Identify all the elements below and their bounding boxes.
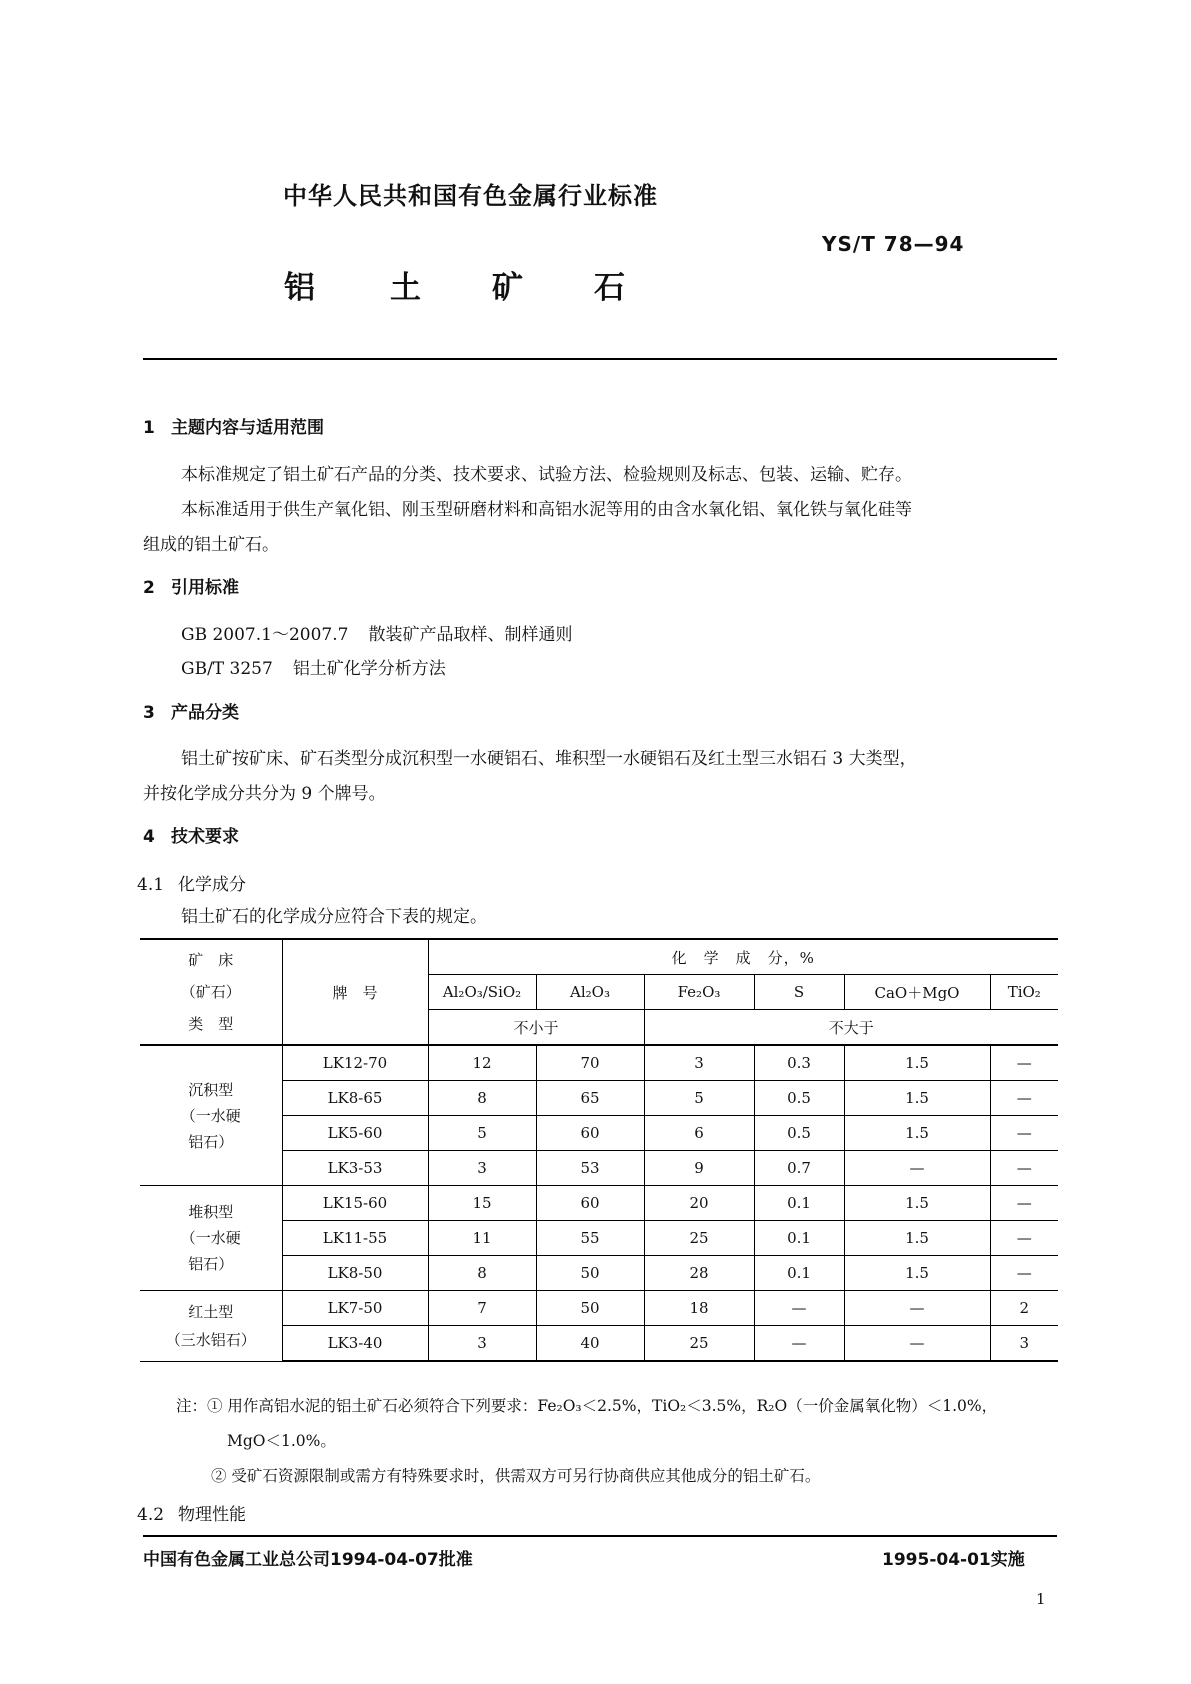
deposit-type-line: 沉积型: [188, 1080, 234, 1099]
value-cell: 0.1: [754, 1186, 844, 1221]
section-number: 1: [143, 418, 155, 438]
document-title-char: 矿: [492, 270, 523, 306]
value-cell: 55: [536, 1221, 644, 1256]
grade-cell: LK7-50: [282, 1291, 428, 1326]
section-3-paragraph: 铝土矿按矿床、矿石类型分成沉积型一水硬铝石、堆积型一水硬铝石及红土型三水铝石 3 大类型，: [181, 749, 917, 769]
value-cell: 40: [536, 1326, 644, 1362]
issuing-organization: 中华人民共和国有色金属行业标准: [283, 182, 658, 210]
table-row: [140, 1291, 1058, 1326]
value-cell: 1.5: [844, 1081, 990, 1116]
header-deposit-type: [140, 939, 282, 1045]
value-cell: —: [844, 1326, 990, 1362]
value-cell: —: [990, 1045, 1058, 1081]
value-cell: 53: [536, 1151, 644, 1186]
deposit-type-line: （一水硬: [180, 1106, 241, 1125]
table-note-1-continued: MgO＜1.0%。: [227, 1432, 336, 1450]
section-title: 产品分类: [171, 703, 239, 723]
effective-date: 1995-04-01实施: [882, 1550, 1025, 1570]
footer-rule: [143, 1535, 1057, 1537]
table-note-2: ② 受矿石资源限制或需方有特殊要求时，供需双方可另行协商供应其他成分的铝土矿石。: [211, 1467, 821, 1485]
approval-statement: 中国有色金属工业总公司1994-04-07批准: [143, 1550, 473, 1570]
document-title-char: 土: [390, 270, 421, 306]
deposit-type-line: 铝石）: [188, 1255, 234, 1273]
page-number: 1: [1036, 1590, 1046, 1608]
value-cell: —: [990, 1256, 1058, 1291]
column-header: Al₂O₃: [536, 975, 644, 1010]
section-1-paragraph: 本标准规定了铝土矿石产品的分类、技术要求、试验方法、检验规则及标志、包装、运输、贮存。: [181, 465, 912, 485]
section-3-heading: [143, 698, 239, 723]
value-cell: 1.5: [844, 1045, 990, 1081]
value-cell: 20: [644, 1186, 754, 1221]
value-cell: 0.1: [754, 1221, 844, 1256]
grade-cell: LK5-60: [282, 1116, 428, 1151]
section-3-paragraph: 并按化学成分共分为 9 个牌号。: [143, 784, 386, 804]
standard-code: YS/T 78—94: [822, 232, 965, 256]
section-title: 主题内容与适用范围: [171, 418, 324, 438]
deposit-type-cell: [140, 1045, 282, 1186]
header-min-label: 不小于: [428, 1010, 644, 1046]
value-cell: 2: [990, 1291, 1058, 1326]
value-cell: 9: [644, 1151, 754, 1186]
grade-cell: LK15-60: [282, 1186, 428, 1221]
section-title: 技术要求: [171, 827, 239, 847]
header-max-label: 不大于: [644, 1010, 1058, 1046]
value-cell: —: [990, 1151, 1058, 1186]
value-cell: 25: [644, 1326, 754, 1362]
column-header: TiO₂: [990, 975, 1058, 1010]
value-cell: 1.5: [844, 1116, 990, 1151]
value-cell: 3: [428, 1326, 536, 1362]
table-row: [140, 1045, 1058, 1081]
grade-cell: LK12-70: [282, 1045, 428, 1081]
header-deposit-line: 类 型: [188, 1015, 234, 1033]
value-cell: 3: [644, 1045, 754, 1081]
value-cell: 70: [536, 1045, 644, 1081]
reference-title: 散装矿产品取样、制样通则: [368, 625, 573, 645]
value-cell: 1.5: [844, 1221, 990, 1256]
value-cell: —: [990, 1116, 1058, 1151]
grade-cell: LK3-53: [282, 1151, 428, 1186]
deposit-type-line: （一水硬: [180, 1229, 241, 1247]
value-cell: —: [990, 1186, 1058, 1221]
section-number: 4: [143, 827, 155, 847]
deposit-type-line: （三水铝石）: [165, 1330, 256, 1349]
value-cell: 50: [536, 1256, 644, 1291]
value-cell: 5: [644, 1081, 754, 1116]
header-chemical-composition: 化 学 成 分，%: [428, 939, 1058, 975]
document-title-char: 铝: [284, 270, 315, 306]
value-cell: 25: [644, 1221, 754, 1256]
value-cell: 50: [536, 1291, 644, 1326]
table-note-1: 注：① 用作高铝水泥的铝土矿石必须符合下列要求：Fe₂O₃＜2.5%，TiO₂＜3.5%，R₂O（一价金属氧化物）＜1.0%，: [176, 1397, 998, 1415]
section-4-heading: [143, 822, 239, 847]
value-cell: 7: [428, 1291, 536, 1326]
reference-title: 铝土矿化学分析方法: [292, 659, 446, 679]
value-cell: 60: [536, 1186, 644, 1221]
section-title: 引用标准: [171, 578, 239, 598]
column-header: S: [754, 975, 844, 1010]
subsection-4-1-text: 铝土矿石的化学成分应符合下表的规定。: [181, 907, 487, 927]
value-cell: 8: [428, 1256, 536, 1291]
value-cell: 3: [428, 1151, 536, 1186]
value-cell: 0.5: [754, 1116, 844, 1151]
value-cell: 1.5: [844, 1186, 990, 1221]
value-cell: 0.3: [754, 1045, 844, 1081]
grade-cell: LK8-65: [282, 1081, 428, 1116]
grade-cell: LK11-55: [282, 1221, 428, 1256]
value-cell: 6: [644, 1116, 754, 1151]
subsection-4-1-heading: [137, 870, 246, 895]
reference-code: GB 2007.1～2007.7: [181, 625, 349, 645]
header-deposit-line: 矿 床: [188, 951, 234, 969]
reference-item: [181, 654, 446, 679]
header-rule: [143, 358, 1057, 360]
value-cell: —: [990, 1081, 1058, 1116]
value-cell: 18: [644, 1291, 754, 1326]
table-header-row: [140, 939, 1058, 975]
header-deposit-line: （矿石）: [180, 983, 241, 1001]
reference-item: [181, 620, 572, 645]
column-header: Fe₂O₃: [644, 975, 754, 1010]
value-cell: —: [754, 1291, 844, 1326]
value-cell: 0.1: [754, 1256, 844, 1291]
value-cell: 11: [428, 1221, 536, 1256]
value-cell: 15: [428, 1186, 536, 1221]
value-cell: —: [754, 1326, 844, 1362]
deposit-type-cell: [140, 1291, 282, 1362]
value-cell: 65: [536, 1081, 644, 1116]
subsection-4-2-heading: [137, 1500, 246, 1525]
section-number: 3: [143, 703, 155, 723]
grade-cell: LK3-40: [282, 1326, 428, 1362]
grade-cell: LK8-50: [282, 1256, 428, 1291]
section-1-paragraph: 本标准适用于供生产氧化铝、刚玉型研磨材料和高铝水泥等用的由含水氧化铝、氧化铁与氧化硅等: [181, 500, 912, 520]
subsection-number: 4.2: [137, 1505, 165, 1525]
header-grade: 牌 号: [282, 939, 428, 1045]
deposit-type-line: 铝石）: [188, 1132, 234, 1151]
subsection-title: 物理性能: [178, 1505, 247, 1525]
section-1-heading: [143, 413, 324, 438]
subsection-title: 化学成分: [178, 875, 247, 895]
value-cell: 0.7: [754, 1151, 844, 1186]
section-1-paragraph: 组成的铝土矿石。: [143, 535, 279, 555]
deposit-type-line: 红土型: [188, 1302, 234, 1321]
deposit-type-cell: [140, 1186, 282, 1291]
value-cell: —: [990, 1221, 1058, 1256]
value-cell: 3: [990, 1326, 1058, 1362]
reference-code: GB/T 3257: [181, 659, 273, 679]
value-cell: 28: [644, 1256, 754, 1291]
value-cell: —: [844, 1151, 990, 1186]
value-cell: 5: [428, 1116, 536, 1151]
section-2-heading: [143, 573, 239, 598]
column-header: CaO＋MgO: [844, 975, 990, 1010]
deposit-type-line: 堆积型: [188, 1203, 234, 1221]
subsection-number: 4.1: [137, 875, 165, 895]
value-cell: 12: [428, 1045, 536, 1081]
value-cell: 0.5: [754, 1081, 844, 1116]
value-cell: 60: [536, 1116, 644, 1151]
chemical-composition-table: [140, 938, 1058, 1362]
section-number: 2: [143, 578, 155, 598]
value-cell: 8: [428, 1081, 536, 1116]
document-title-char: 石: [594, 270, 625, 306]
column-header: Al₂O₃/SiO₂: [428, 975, 536, 1010]
table-row: [140, 1186, 1058, 1221]
value-cell: 1.5: [844, 1256, 990, 1291]
value-cell: —: [844, 1291, 990, 1326]
